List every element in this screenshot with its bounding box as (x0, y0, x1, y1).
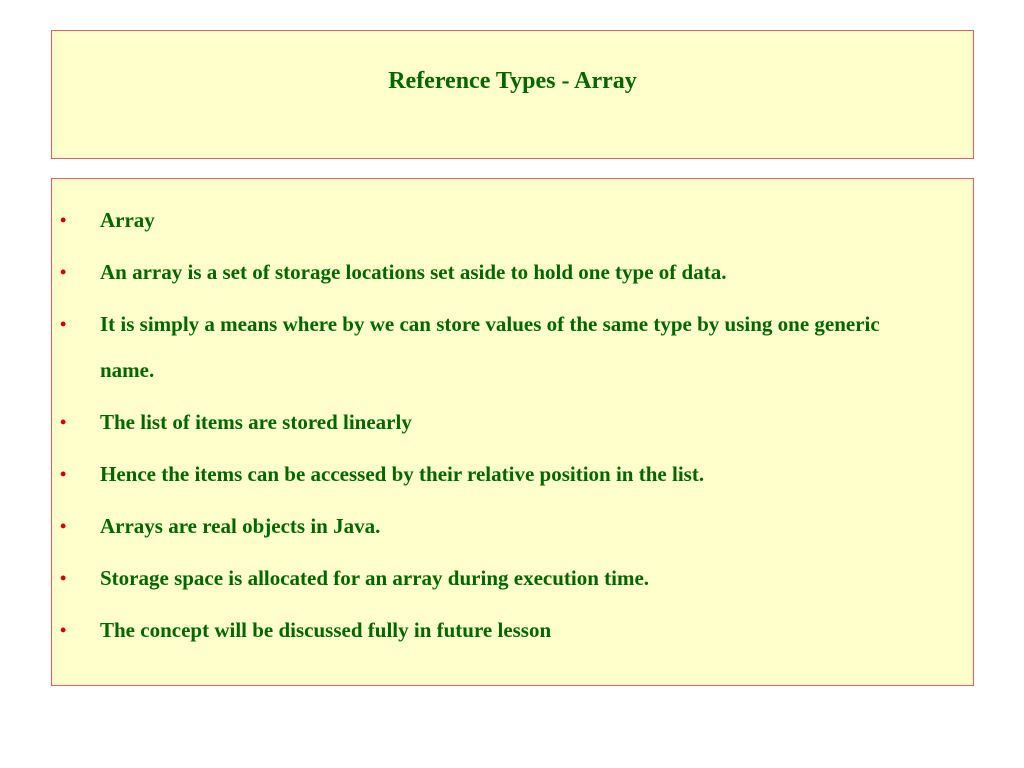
list-item (52, 249, 973, 295)
content-panel (51, 178, 974, 686)
title-panel (51, 30, 974, 159)
bullet-icon: • (60, 516, 67, 536)
list-item (52, 301, 973, 393)
bullet-text: An array is a set of storage locations set aside to hold one type of data. (100, 260, 727, 284)
list-item (52, 451, 973, 497)
bullet-icon: • (60, 464, 67, 484)
bullet-icon: • (60, 412, 67, 432)
bullet-icon: • (60, 210, 67, 230)
bullet-text: The list of items are stored linearly (100, 410, 412, 434)
bullet-text: Hence the items can be accessed by their relative position in the list. (100, 462, 705, 486)
slide-title: Reference Types - Array (388, 68, 637, 94)
bullet-text: Array (100, 208, 155, 232)
list-item (52, 399, 973, 445)
bullet-text: It is simply a means where by we can store values of the same type by using one generic name. (100, 312, 880, 382)
bullet-text: Arrays are real objects in Java. (100, 514, 381, 538)
bullet-icon: • (60, 262, 67, 282)
bullet-icon: • (60, 568, 67, 588)
bullet-icon: • (60, 314, 67, 334)
list-item (52, 607, 973, 653)
bullet-icon: • (60, 620, 67, 640)
bullet-text: The concept will be discussed fully in future lesson (100, 618, 552, 642)
list-item (52, 503, 973, 549)
list-item (52, 555, 973, 601)
bullet-text: Storage space is allocated for an array during execution time. (100, 566, 650, 590)
bullet-list (52, 197, 973, 659)
list-item (52, 197, 973, 243)
